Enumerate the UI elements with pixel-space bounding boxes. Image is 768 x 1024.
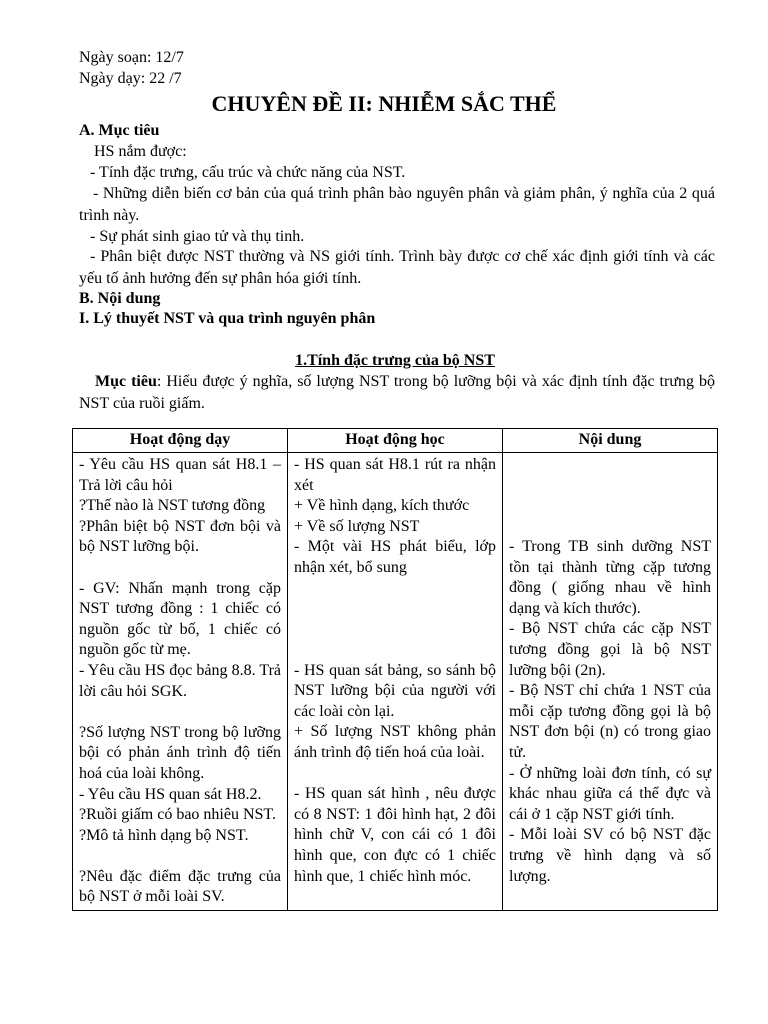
spacer	[79, 558, 281, 579]
topic-goal	[79, 371, 715, 414]
header-teaching: Hoạt động dạy	[73, 429, 288, 453]
teaching-item: - Yêu cầu HS quan sát H8.1 – Trả lời câu hỏi	[79, 456, 281, 494]
spacer	[79, 846, 281, 867]
learning-cell	[288, 453, 503, 911]
objective-item: - Những diễn biến cơ bản của quá trình phân bào nguyên phân và giảm phân, ý nghĩa của 2 quá trình này.	[79, 185, 715, 224]
goal-label: Mục tiêu	[95, 373, 157, 390]
learning-item: - HS quan sát H8.1 rút ra nhận xét	[294, 456, 496, 494]
teaching-item: ?Số lượng NST trong bộ lưỡng bội có phản ánh trình độ tiến hoá của loài không.	[79, 723, 281, 782]
teaching-item: ?Nêu đặc điểm đặc trưng của bộ NST ở mỗi loài SV.	[79, 867, 281, 906]
part-1-heading: I. Lý thuyết NST và qua trình nguyên phân	[79, 310, 376, 327]
teaching-item: - Yêu cầu HS quan sát H8.2.	[79, 785, 262, 803]
learning-item: - HS quan sát hình , nêu được có 8 NST: 1 đôi hình hạt, 2 đôi hình chữ V, con cái có 1 đôi hình que, con đực có 1 chiếc hình que, 1 chiếc hình móc.	[294, 785, 496, 885]
content-item: - Ở những loài đơn tính, có sự khác nhau giữa cá thể đực và cái ở 1 cặp NST giới tính.	[509, 764, 711, 823]
learning-item: + Số lượng NST không phản ánh trình độ tiến hoá của loài.	[294, 723, 496, 761]
teaching-cell	[73, 453, 288, 911]
header-content: Nội dung	[503, 429, 718, 453]
spacer	[509, 455, 711, 537]
section-a-heading: A. Mục tiêu	[79, 122, 160, 139]
teaching-item: ?Phân biệt bộ NST đơn bội và bộ NST lưỡng bội.	[79, 517, 281, 556]
objective-item: - Phân biệt được NST thường và NS giới tính. Trình bày được cơ chế xác định giới tính và các yếu tố ảnh hưởng đến sự phân hóa giới tính.	[79, 248, 715, 287]
spacer	[294, 764, 496, 785]
objective-item: - Tính đặc trưng, cấu trúc và chức năng của NST.	[90, 164, 406, 181]
section-b-heading: B. Nội dung	[79, 290, 161, 307]
content-item: - Mỗi loài SV có bộ NST đặc trưng về hình dạng và số lượng.	[509, 826, 711, 885]
lesson-table	[72, 428, 718, 911]
teaching-item: ?Thế nào là NST tương đồng	[79, 497, 266, 515]
teaching-item: - Yêu cầu HS đọc bảng 8.8. Trả lời câu hỏi SGK.	[79, 661, 281, 700]
learning-item: - Một vài HS phát biểu, lớp nhận xét, bổ sung	[294, 538, 496, 576]
teaching-item: - GV: Nhấn mạnh trong cặp NST tương đồng : 1 chiếc có nguồn gốc từ bố, 1 chiếc có nguồn gốc từ mẹ.	[79, 579, 281, 659]
content-item: - Trong TB sinh dưỡng NST tồn tại thành từng cặp tương đồng ( giống nhau về hình dạng và kích thước).	[509, 538, 711, 617]
topic-title: 1.Tính đặc trưng của bộ NST	[295, 352, 495, 369]
header-learning: Hoạt động học	[288, 429, 503, 453]
content-item: - Bộ NST chứa các cặp NST tương đồng gọi là bộ NST lưỡng bội (2n).	[509, 620, 711, 679]
learning-item: + Về hình dạng, kích thước	[294, 497, 470, 515]
document-title: CHUYÊN ĐỀ II: NHIỄM SẮC THỂ	[211, 91, 557, 116]
objective-item: - Sự phát sinh giao tử và thụ tinh.	[90, 228, 305, 245]
learning-item: - HS quan sát bảng, so sánh bộ NST lưỡng bội của người với các loài còn lại.	[294, 661, 496, 720]
section-a-intro: HS nắm được:	[94, 143, 187, 160]
table-row	[73, 453, 718, 911]
teaching-item: ?Mô tả hình dạng bộ NST.	[79, 826, 249, 844]
teaching-item: ?Ruồi giấm có bao nhiêu NST.	[79, 806, 276, 824]
prep-date: Ngày soạn: 12/7	[79, 49, 184, 66]
learning-item: + Về số lượng NST	[294, 517, 420, 535]
table-header-row	[73, 429, 718, 453]
content-item: - Bộ NST chỉ chứa 1 NST của mỗi cặp tương đồng gọi là bộ NST đơn bội (n) có trong giao tử.	[509, 682, 711, 761]
spacer	[294, 579, 496, 661]
teach-date: Ngày dạy: 22 /7	[79, 70, 182, 87]
goal-text: : Hiểu được ý nghĩa, số lượng NST trong bộ lưỡng bội và xác định tính đặc trưng bộ NST của ruồi giấm.	[79, 373, 716, 412]
content-cell	[503, 453, 718, 911]
spacer	[79, 702, 281, 723]
